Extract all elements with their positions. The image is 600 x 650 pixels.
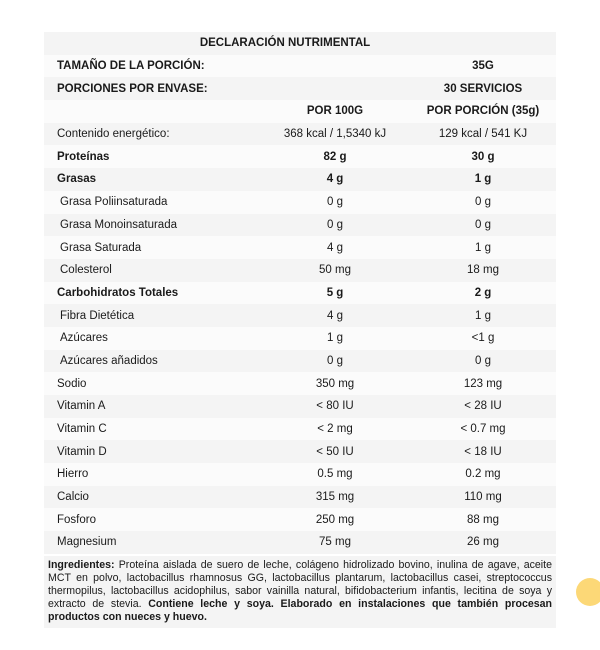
nutrient-row (44, 214, 556, 237)
servings-row (44, 77, 556, 100)
value-per-100g: 250 mg (315, 513, 355, 526)
nutrient-name: Vitamin C (57, 423, 107, 436)
value-per-100g: < 80 IU (316, 400, 354, 413)
serving-size-label: TAMAÑO DE LA PORCIÓN: (57, 60, 205, 73)
value-per-100g: 4 g (327, 241, 343, 254)
value-per-100g: 0 g (327, 354, 343, 367)
value-per-100g: 350 mg (315, 377, 355, 390)
nutrient-name: Azúcares (60, 332, 108, 345)
value-per-serving: 1 g (474, 173, 492, 186)
nutrient-name: Calcio (57, 491, 89, 504)
header-per-serving: POR PORCIÓN (35g) (426, 105, 540, 118)
servings-label: PORCIONES POR ENVASE: (57, 82, 208, 95)
nutrient-name: Magnesium (57, 536, 117, 549)
value-per-serving: 110 mg (464, 491, 502, 504)
header-per-100g: POR 100G (306, 105, 364, 118)
value-per-100g: 82 g (323, 150, 347, 163)
nutrient-row (44, 350, 556, 373)
value-per-serving: 0 g (475, 196, 491, 209)
value-per-serving: < 28 IU (464, 400, 502, 413)
nutrient-name: Sodio (57, 377, 87, 390)
nutrient-row (44, 486, 556, 509)
nutrient-name: Contenido energético: (57, 128, 170, 141)
value-per-100g: < 2 mg (317, 423, 353, 436)
nutrient-name: Hierro (57, 468, 89, 481)
nutrient-row (44, 191, 556, 214)
value-per-100g: 368 kcal / 1,5340 kJ (283, 128, 387, 141)
nutrient-name: Vitamin D (57, 445, 107, 458)
value-per-serving: 0 g (475, 218, 491, 231)
nutrient-row (44, 282, 556, 305)
value-per-serving: < 18 IU (464, 445, 502, 458)
nutrient-row (44, 304, 556, 327)
nutrient-name: Proteínas (57, 150, 110, 163)
nutrient-name: Carbohidratos Totales (57, 286, 179, 299)
nutrient-row (44, 531, 556, 554)
nutrient-row (44, 395, 556, 418)
value-per-100g: 4 g (326, 173, 344, 186)
value-per-100g: 1 g (327, 332, 343, 345)
value-per-100g: 315 mg (315, 491, 355, 504)
nutrient-name: Grasas (57, 173, 97, 186)
nutrient-row (44, 463, 556, 486)
value-per-serving: 0 g (475, 354, 491, 367)
value-per-serving: 0.2 mg (465, 468, 501, 481)
serving-size-value: 35G (472, 60, 494, 73)
value-per-serving: < 0.7 mg (460, 423, 506, 436)
nutrient-name: Vitamin A (57, 400, 106, 413)
value-per-serving: 18 mg (467, 264, 499, 277)
value-per-serving: 1 g (475, 309, 491, 322)
nutrient-row (44, 259, 556, 282)
nutrient-row (44, 327, 556, 350)
ingredients-label: Ingredientes: (48, 559, 115, 571)
value-per-serving: 1 g (475, 241, 491, 254)
table-title: DECLARACIÓN NUTRIMENTAL (199, 37, 371, 50)
nutrition-table (44, 32, 556, 554)
serving-size-row (44, 55, 556, 78)
value-per-100g: 0 g (327, 196, 343, 209)
value-per-100g: 4 g (327, 309, 343, 322)
value-per-serving: 88 mg (467, 513, 499, 526)
value-per-100g: 5 g (326, 286, 344, 299)
value-per-100g: 0.5 mg (317, 468, 353, 481)
value-per-serving: 123 mg (463, 377, 503, 390)
value-per-serving: 26 mg (467, 536, 499, 549)
nutrient-name: Azúcares añadidos (60, 354, 158, 367)
value-per-serving: 2 g (474, 286, 492, 299)
nutrient-name: Grasa Monoinsaturada (60, 218, 177, 231)
accent-circle (576, 578, 600, 606)
nutrient-name: Grasa Poliinsaturada (60, 196, 168, 209)
value-per-100g: 75 mg (319, 536, 351, 549)
value-per-serving: 129 kcal / 541 KJ (438, 128, 528, 141)
servings-value: 30 SERVICIOS (443, 82, 523, 95)
nutrient-row (44, 123, 556, 146)
column-header-row (44, 100, 556, 123)
nutrient-name: Fosforo (57, 513, 96, 526)
value-per-serving: 30 g (471, 150, 495, 163)
table-title-row (44, 32, 556, 55)
allergen-warning: Contiene leche y soya. Elaborado en instalaciones que también procesan productos con nueces y huevo. (48, 598, 553, 623)
ingredients-text: Proteína aislada de suero de leche, colágeno hidrolizado bovino, inulina de agave, aceite MCT en polvo, lactobacillus rhamnosus GG, lactobacillus plantarum, lactobacillus casei, streptococcus thermopilus, lactobacillus acidophilus, sabor vainilla natural, bifidobacterium infantis, lecitina de soya y extracto de stevia. (48, 559, 552, 610)
value-per-serving: <1 g (471, 332, 495, 345)
nutrient-row (44, 372, 556, 395)
value-per-100g: 50 mg (319, 264, 351, 277)
value-per-100g: < 50 IU (316, 445, 354, 458)
nutrient-name: Grasa Saturada (60, 241, 142, 254)
nutrient-row (44, 236, 556, 259)
nutrient-row (44, 145, 556, 168)
nutrient-row (44, 508, 556, 531)
nutrient-row (44, 418, 556, 441)
value-per-100g: 0 g (327, 218, 343, 231)
nutrient-row (44, 168, 556, 191)
nutrient-row (44, 440, 556, 463)
ingredients-block (44, 556, 556, 628)
nutrient-name: Fibra Dietética (60, 309, 135, 322)
nutrient-name: Colesterol (60, 264, 112, 277)
